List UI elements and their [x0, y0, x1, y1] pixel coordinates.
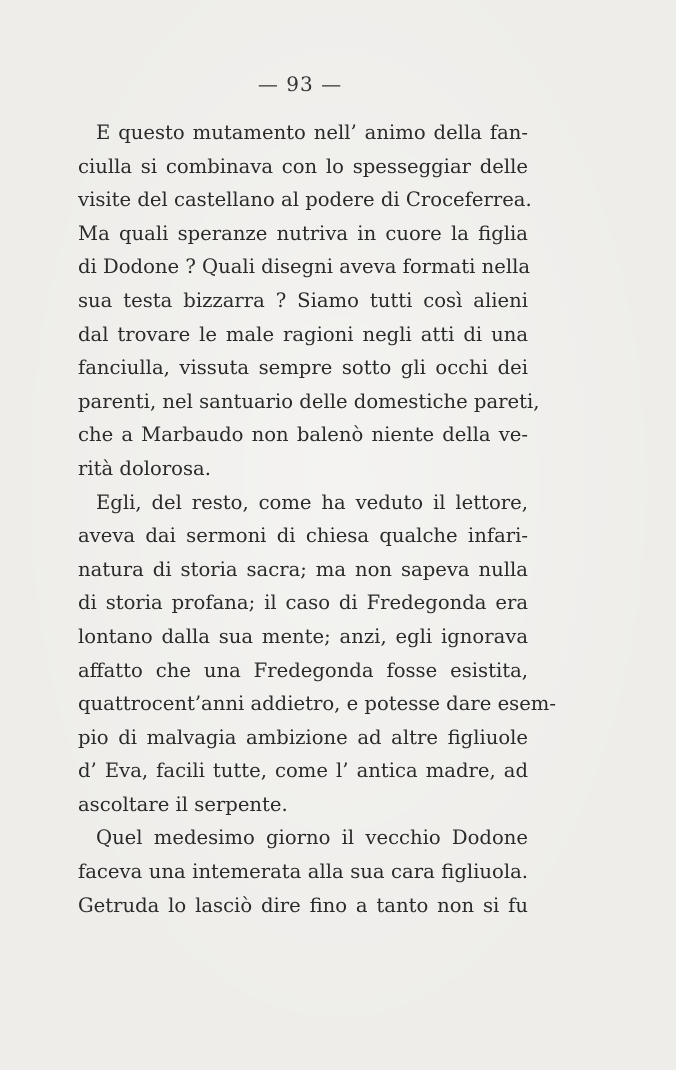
text-line: Ma quali speranze nutriva in cuore la figlia [78, 221, 528, 245]
text-line: che a Marbaudo non balenò niente della ve- [78, 423, 528, 447]
text-line: fanciulla, vissuta sempre sotto gli occhi dei [78, 356, 528, 380]
text-line: dal trovare le male ragioni negli atti di una [78, 322, 528, 346]
page-number: — 93 — [257, 72, 343, 96]
text-line: rità dolorosa. [78, 456, 211, 480]
text-line: d’ Eva, facili tutte, come l’ antica madre, ad [78, 759, 528, 783]
text-line: affatto che una Fredegonda fosse esistita, [78, 658, 528, 682]
text-line: sua testa bizzarra ? Siamo tutti così alieni [78, 288, 528, 312]
text-line: ascoltare il serpente. [78, 792, 288, 816]
text-line: parenti, nel santuario delle domestiche pareti, [78, 389, 540, 413]
text-line: Egli, del resto, come ha veduto il lettore, [96, 490, 528, 514]
text-line: lontano dalla sua mente; anzi, egli ignorava [78, 624, 528, 648]
text-line: Quel medesimo giorno il vecchio Dodone [96, 826, 528, 850]
text-line: Getruda lo lasciò dire fino a tanto non si fu [78, 893, 528, 917]
text-line: visite del castellano al podere di Croceferrea. [78, 188, 532, 212]
text-line: pio di malvagia ambizione ad altre figliuole [78, 725, 528, 749]
text-line: di Dodone ? Quali disegni aveva formati nella [78, 255, 531, 279]
text-line: di storia profana; il caso di Fredegonda era [78, 591, 528, 615]
text-line: ciulla si combinava con lo spesseggiar delle [78, 154, 528, 178]
body-text [78, 116, 557, 922]
text-line: E questo mutamento nell’ animo della fan- [96, 121, 528, 144]
text-line: aveva dai sermoni di chiesa qualche infari- [78, 524, 528, 548]
text-line: faceva una intemerata alla sua cara figliuola. [78, 860, 528, 884]
text-line: natura di storia sacra; ma non sapeva nulla [78, 557, 528, 581]
text-line: quattrocent’anni addietro, e potesse dare esem- [78, 692, 557, 716]
